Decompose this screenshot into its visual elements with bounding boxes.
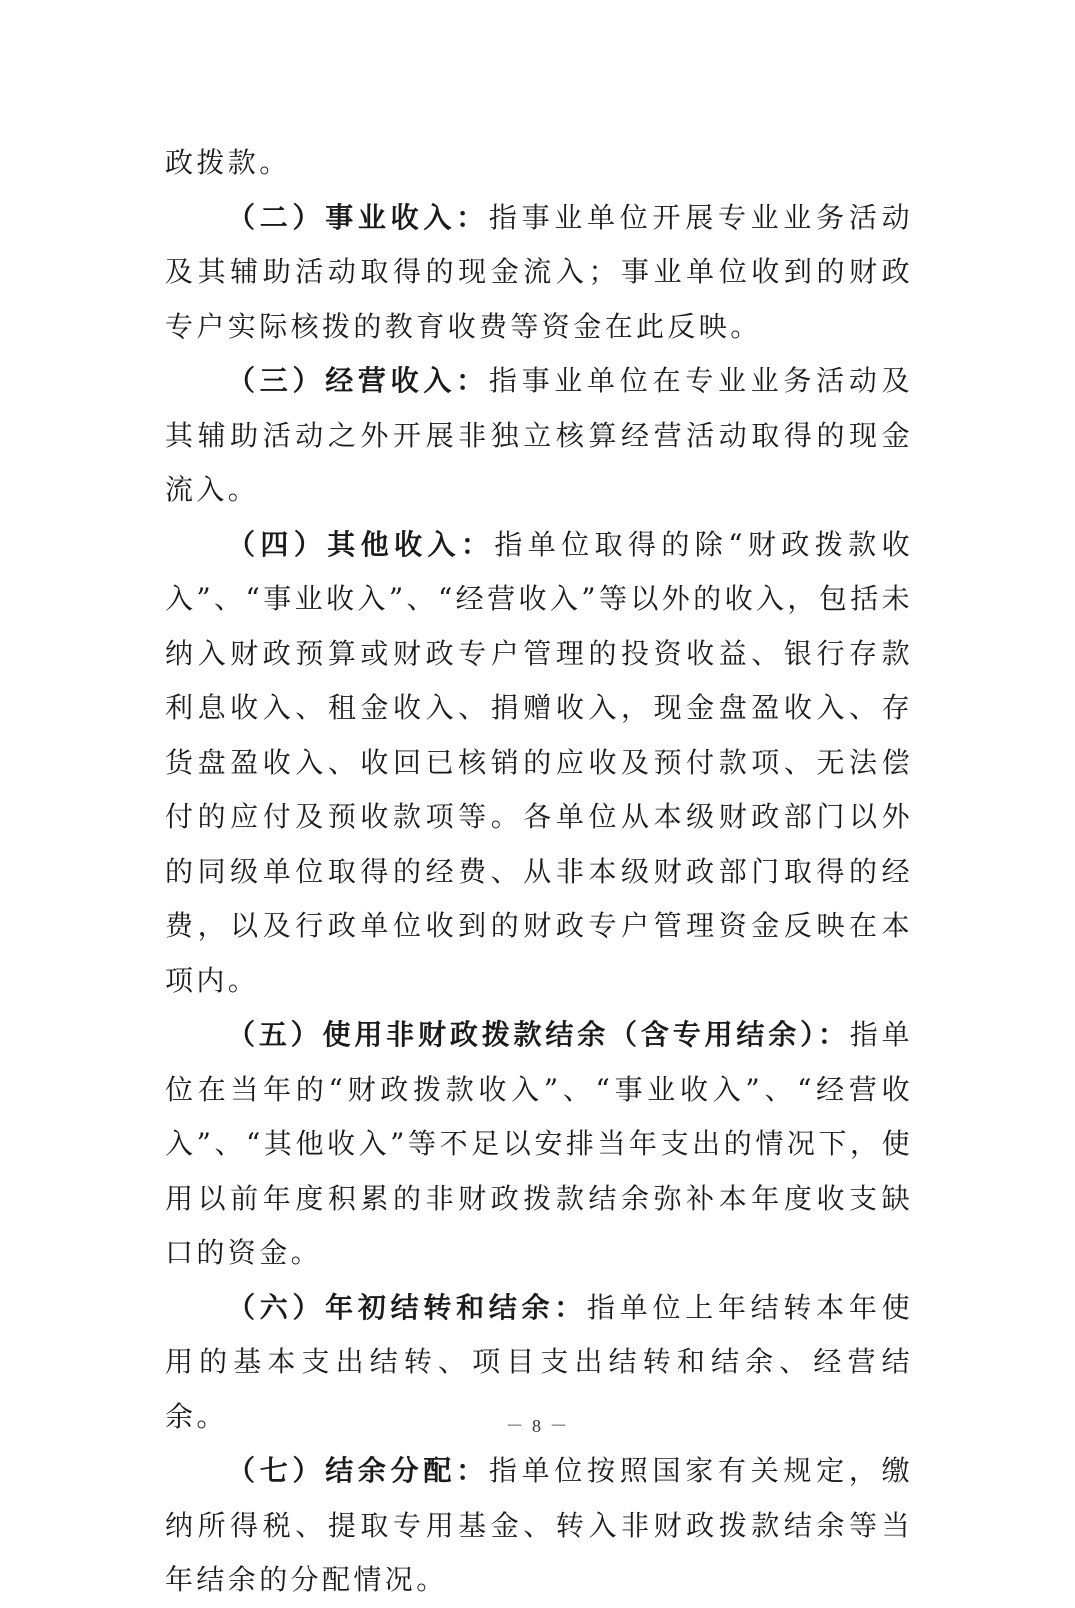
paragraph-body: 指单位上年结转本年使用的基本支出结转、项目支出结转和结余、经营结余。	[165, 1290, 913, 1433]
paragraph-heading: （二）事业收入：	[227, 200, 489, 234]
paragraph-body: 指单位取得的除“财政拨款收入”、“事业收入”、“经营收入”等以外的收入，包括未纳入财政预算或财政专户管理的投资收益、银行存款利息收入、租金收入、捐赠收入，现金盘盈收入、存货盘盈收入、收回已核销的应收及预付款项、无法偿付的应付及预收款项等。各单位从本级财政部门以外的同级单位取得的经费、从非本级财政部门取得的经费，以及行政单位收到的财政专户管理资金反映在本项内。	[165, 527, 913, 997]
paragraph-body: 政拨款。	[165, 146, 291, 179]
paragraph-heading: （六）年初结转和结余：	[227, 1290, 588, 1324]
paragraph-heading: （五）使用非财政拨款结余（含专用结余）：	[227, 1018, 850, 1051]
paragraph-non-fiscal-surplus	[165, 1008, 913, 1281]
paragraph-body: 指事业单位在专业业务活动及其辅助活动之外开展非独立核算经营活动取得的现金流入。	[165, 364, 914, 506]
paragraph-body: 指单位按照国家有关规定，缴纳所得税、提取专用基金、转入非财政拨款结余等当年结余的分配情况。	[165, 1454, 914, 1596]
paragraph-body: 指事业单位开展专业业务活动及其辅助活动取得的现金流入；事业单位收到的财政专户实际核拨的教育收费等资金在此反映。	[165, 200, 914, 343]
paragraph-surplus-distribution	[165, 1444, 913, 1608]
paragraph-other-income	[165, 518, 913, 1009]
paragraph-body: 指单位在当年的“财政拨款收入”、“事业收入”、“经营收入”、“其他收入”等不足以安排当年支出的情况下，使用以前年度积累的非财政拨款结余弥补本年度收支缺口的资金。	[165, 1018, 913, 1269]
paragraph-operating-income	[165, 354, 913, 518]
paragraph-heading: （四）其他收入：	[227, 527, 495, 561]
paragraph-business-income	[165, 191, 913, 355]
paragraph-heading: （三）经营收入：	[227, 364, 489, 397]
paragraph-continuation	[165, 136, 913, 191]
paragraph-heading: （七）结余分配：	[227, 1454, 489, 1487]
document-body	[165, 136, 913, 1608]
page-number: － 8 －	[505, 1416, 570, 1436]
